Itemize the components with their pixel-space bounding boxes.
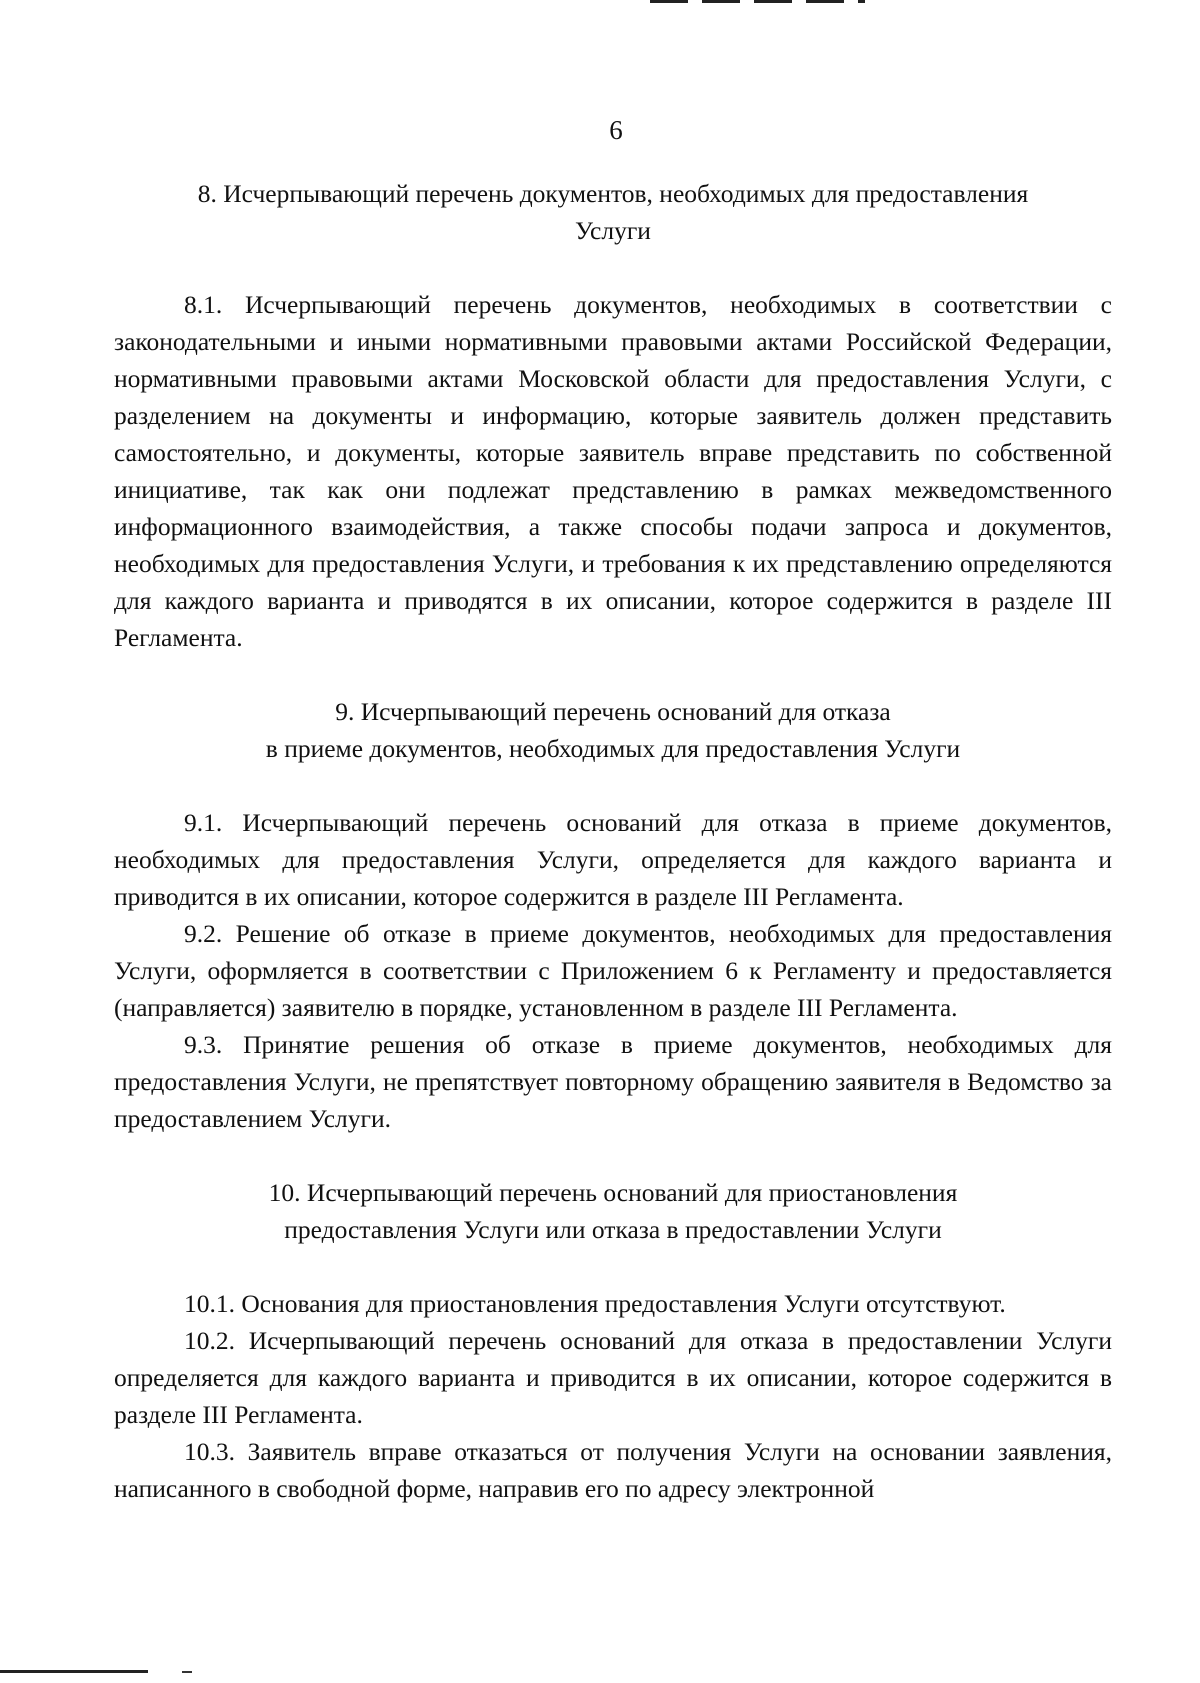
paragraph-10-1: 10.1. Основания для приостановления предоставления Услуги отсутствуют. [184, 1289, 1006, 1318]
heading-line: 8. Исчерпывающий перечень документов, необходимых для предоставления [197, 179, 1029, 208]
heading-line: предоставления Услуги или отказа в предоставлении Услуги [284, 1215, 942, 1244]
paragraph-10-3: 10.3. Заявитель вправе отказаться от получения Услуги на основании заявления, написанного в свободной форме, направив его по адресу электронной [114, 1437, 1112, 1503]
document-body [114, 175, 1112, 1507]
scan-artifact-bottom [0, 1670, 148, 1673]
heading-line: Услуги [575, 216, 651, 245]
section-heading-10 [114, 1174, 1112, 1248]
section-heading-9 [114, 693, 1112, 767]
heading-line: 10. Исчерпывающий перечень оснований для приостановления [268, 1178, 958, 1207]
paragraph-9-3: 9.3. Принятие решения об отказе в приеме документов, необходимых для предоставления Услуги, не препятствует повторному обращению заявителя в Ведомство за предоставлением Услуги. [114, 1030, 1112, 1133]
page-number: 6 [609, 115, 623, 145]
scan-artifact-top [650, 0, 865, 3]
section-heading-8 [114, 175, 1112, 249]
paragraph-8-1: 8.1. Исчерпывающий перечень документов, необходимых в соответствии с законодательными и иными нормативными правовыми актами Российской Федерации, нормативными правовыми актами Московской области для предоставления Услуги, с разделением на документы и информацию, которые заявитель должен представить самостоятельно, и документы, которые заявитель вправе представить по собственной инициативе, так как они подлежат представлению в рамках межведомственного информационного взаимодействия, а также способы подачи запроса и документов, необходимых для предоставления Услуги, и требования к их представлению определяются для каждого варианта и приводятся в их описании, которое содержится в разделе III Регламента. [114, 290, 1112, 652]
scan-artifact-bottom-dash [182, 1671, 192, 1673]
heading-line: 9. Исчерпывающий перечень оснований для отказа [335, 697, 891, 726]
heading-line: в приеме документов, необходимых для предоставления Услуги [265, 734, 961, 763]
paragraph-10-2: 10.2. Исчерпывающий перечень оснований для отказа в предоставлении Услуги определяется для каждого варианта и приводится в их описании, которое содержится в разделе III Регламента. [114, 1326, 1112, 1429]
paragraph-9-2: 9.2. Решение об отказе в приеме документов, необходимых для предоставления Услуги, оформляется в соответствии с Приложением 6 к Регламенту и предоставляется (направляется) заявителю в порядке, установленном в разделе III Регламента. [114, 919, 1112, 1022]
paragraph-9-1: 9.1. Исчерпывающий перечень оснований для отказа в приеме документов, необходимых для предоставления Услуги, определяется для каждого варианта и приводится в их описании, которое содержится в разделе III Регламента. [114, 808, 1112, 911]
